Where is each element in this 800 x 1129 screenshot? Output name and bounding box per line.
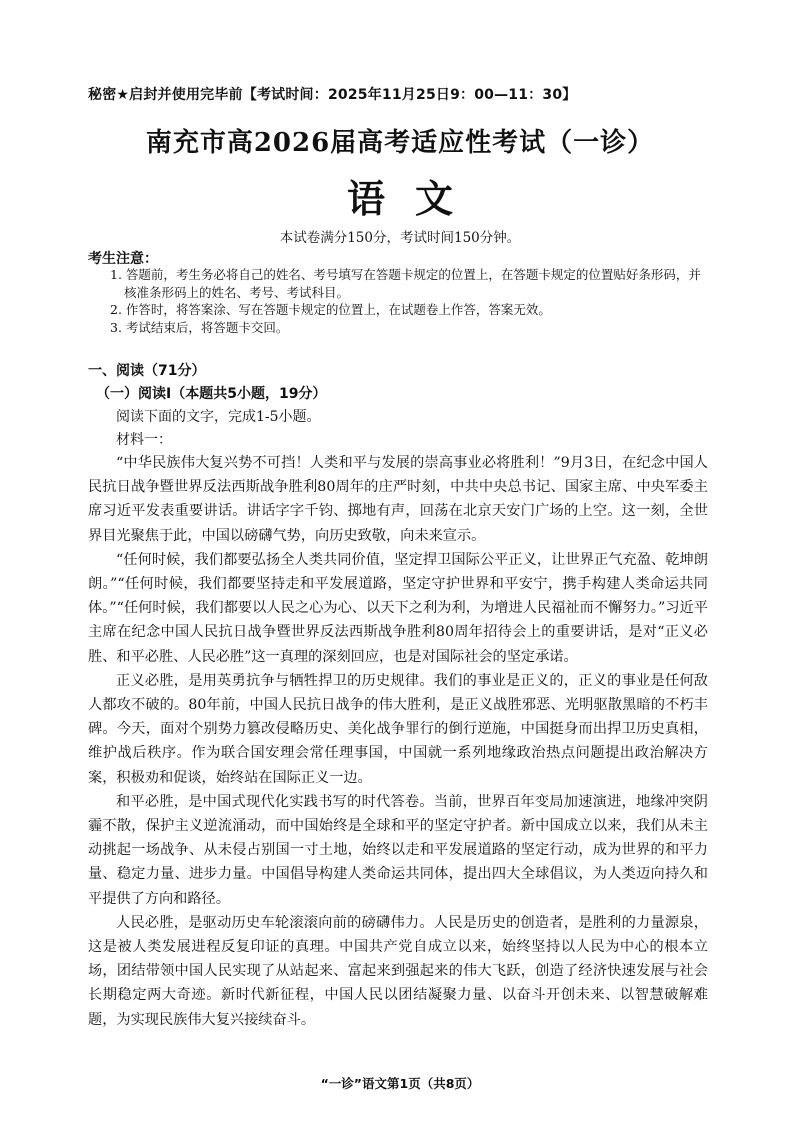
notice-heading: 考生注意： bbox=[88, 251, 158, 267]
section-heading: 一、阅读（71分） bbox=[88, 363, 206, 379]
passage-paragraph: 正义必胜，是用英勇抗争与牺牲捍卫的历史规律。我们的事业是正义的，正义的事业是任何敌人都攻不破的。80年前，中国人民抗日战争的伟大胜利，是正义战胜邪恶、光明驱散黑暗的不朽丰碑。今天，面对个别势力篡改侵略历史、美化战争罪行的倒行逆施，中国挺身而出捍卫历史真相，维护战后秩序。作为联合国安理会常任理事国，中国就一系列地缘政治热点问题提出政治解决方案，积极劝和促谈，始终站在国际正义一边。 bbox=[88, 672, 708, 786]
notice-item: 3. 考试结束后，将答题卡交回。 bbox=[110, 319, 289, 335]
material-label: 材料一： bbox=[116, 432, 172, 448]
notice-list bbox=[110, 266, 710, 336]
passage-paragraph: “任何时候，我们都要弘扬全人类共同价值，坚定捍卫国际公平正义，让世界正气充盈、乾坤朗朗。”“任何时候，我们都要坚持走和平发展道路，坚定守护世界和平安宁，携手构建人类命运共同体。”“任何时候，我们都要以人民之心为心、以天下之利为利，为增进人民福祉而不懈努力。”习近平主席在纪念中国人民抗日战争暨世界反法西斯战争胜利80周年招待会上的重要讲话，是对“正义必胜、和平必胜、人民必胜”这一真理的深刻回应，也是对国际社会的坚定承诺。 bbox=[88, 551, 708, 665]
reading-passage bbox=[88, 451, 708, 1032]
subsection-heading: （一）阅读Ⅰ（本题共5小题，19分） bbox=[96, 386, 327, 402]
exam-title: 南充市高2026届高考适应性考试（一诊） bbox=[145, 128, 655, 158]
notice-item: 1. 答题前，考生务必将自己的姓名、考号填写在答题卡规定的位置上，在答题卡规定的位置贴好条形码，并核准条形码上的姓名、考号、考试科目。 bbox=[110, 267, 701, 300]
reading-instruction: 阅读下面的文字，完成1-5小题。 bbox=[116, 409, 321, 425]
passage-paragraph: “中华民族伟大复兴势不可挡！人类和平与发展的崇高事业必将胜利！”9月3日，在纪念中国人民抗日战争暨世界反法西斯战争胜利80周年的庄严时刻，中共中央总书记、国家主席、中央军委主席习近平发表重要讲话。讲话字字千钧、掷地有声，回荡在北京天安门广场的上空。这一刻，全世界目光聚焦于此，中国以磅礴气势，向历史致敬，向未来宣示。 bbox=[88, 455, 708, 544]
page-footer: “一诊”语文第1页（共8页） bbox=[320, 1076, 480, 1091]
passage-paragraph: 人民必胜，是驱动历史车轮滚滚向前的磅礴伟力。人民是历史的创造者，是胜利的力量源泉，这是被人类发展进程反复印证的真理。中国共产党自成立以来，始终坚持以人民为中心的根本立场，团结带领中国人民实现了从站起来、富起来到强起来的伟大飞跃，创造了经济快速发展与社会长期稳定两大奇迹。新时代新征程，中国人民以团结凝聚力量、以奋斗开创未来、以智慧破解难题，为实现民族伟大复兴接续奋斗。 bbox=[88, 914, 708, 1028]
notice-item: 2. 作答时，将答案涂、写在答题卡规定的位置上，在试题卷上作答，答案无效。 bbox=[110, 302, 551, 317]
confidential-header: 秘密★启封并使用完毕前【考试时间：2025年11月25日9：00—11：30】 bbox=[88, 87, 577, 103]
passage-paragraph: 和平必胜，是中国式现代化实践书写的时代答卷。当前，世界百年变局加速演进，地缘冲突阴霾不散，保护主义逆流涌动，而中国始终是全球和平的坚定守护者。新中国成立以来，我们从未主动挑起一场战争、从未侵占别国一寸土地，始终以走和平发展道路的坚定行动，成为世界的和平力量、稳定力量、进步力量。中国倡导构建人类命运共同体，提出四大全球倡议，为人类迈向持久和平提供了方向和路径。 bbox=[88, 793, 708, 907]
subject-title: 语文 bbox=[346, 176, 483, 221]
score-note: 本试卷满分150分，考试时间150分钟。 bbox=[279, 230, 521, 246]
